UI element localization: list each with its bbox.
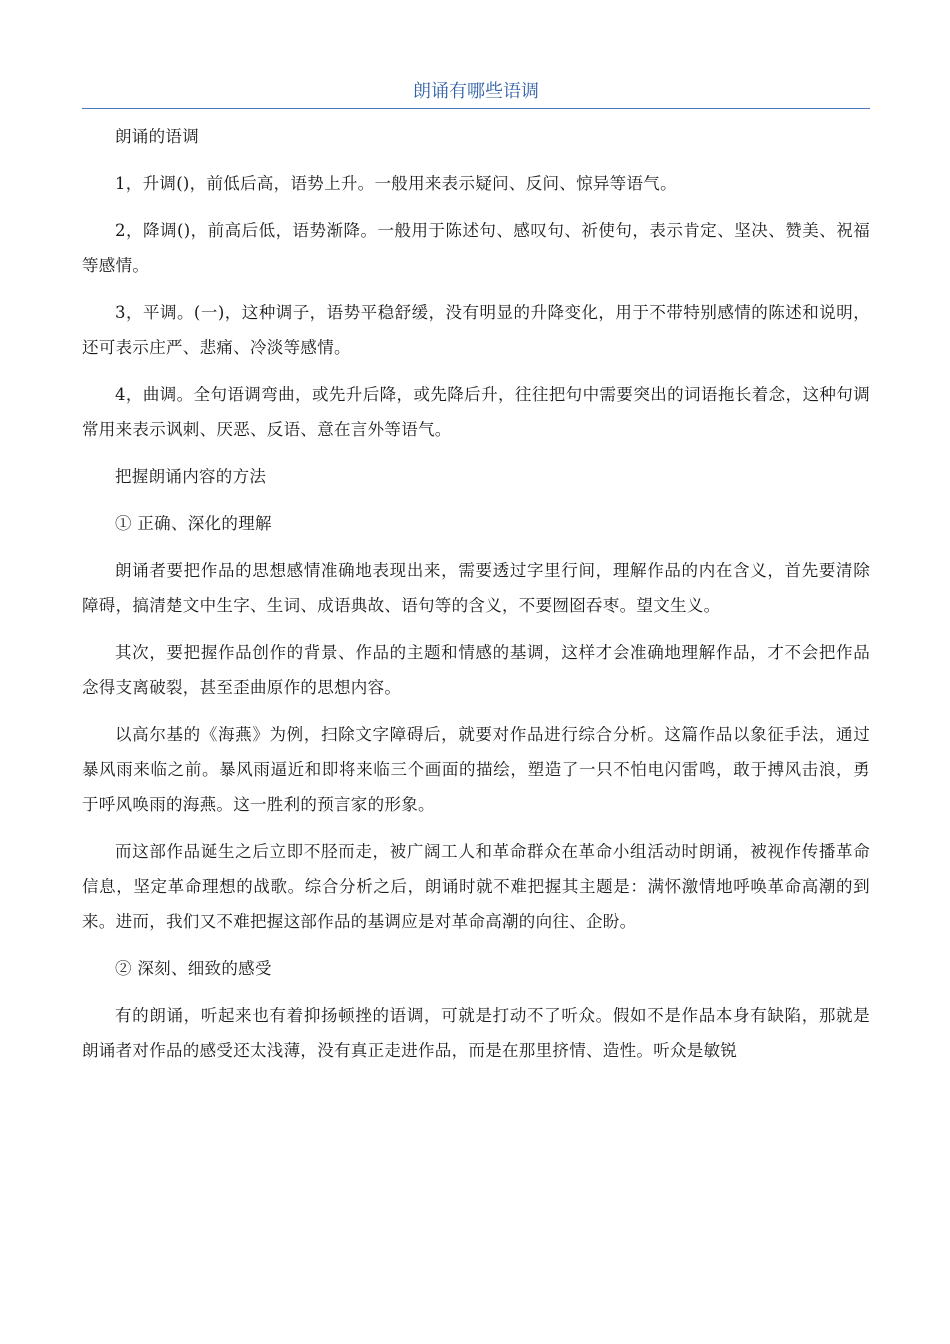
- paragraph-petrel-example: 以高尔基的《海燕》为例，扫除文字障碍后，就要对作品进行综合分析。这篇作品以象征手法，通过暴风雨来临之前。暴风雨逼近和即将来临三个画面的描绘，塑造了一只不怕电闪雷鸣，敢于搏风击浪，勇于呼风唤雨的海燕。这一胜利的预言家的形象。: [82, 725, 870, 814]
- document-title: 朗诵有哪些语调: [413, 81, 539, 102]
- paragraph-feeling-1: 有的朗诵，听起来也有着抑扬顿挫的语调，可就是打动不了听众。假如不是作品本身有缺陷，那就是朗诵者对作品的感受还太浅薄，没有真正走进作品，而是在那里挤情、造性。听众是敏锐: [82, 1006, 870, 1060]
- paragraph-petrel-analysis: 而这部作品诞生之后立即不胫而走，被广阔工人和革命群众在革命小组活动时朗诵，被视作传播革命信息，坚定革命理想的战歌。综合分析之后，朗诵时就不难把握其主题是：满怀激情地呼唤革命高潮的到来。进而，我们又不难把握这部作品的基调应是对革命高潮的向往、企盼。: [82, 842, 870, 931]
- subheading-understanding: ① 正确、深化的理解: [115, 514, 272, 533]
- paragraph-curved-tone: 4，曲调。全句语调弯曲，或先升后降，或先降后升，往往把句中需要突出的词语拖长着念，这种句调常用来表示讽刺、厌恶、反语、意在言外等语气。: [82, 385, 870, 439]
- paragraph-falling-tone: 2，降调()，前高后低，语势渐降。一般用于陈述句、感叹句、祈使句，表示肯定、坚决、赞美、祝福等感情。: [82, 221, 870, 275]
- paragraph-understanding-2: 其次，要把握作品创作的背景、作品的主题和情感的基调，这样才会准确地理解作品，才不会把作品念得支离破裂，甚至歪曲原作的思想内容。: [82, 643, 870, 697]
- paragraph-rising-tone: 1，升调()，前低后高，语势上升。一般用来表示疑问、反问、惊异等语气。: [115, 174, 677, 193]
- paragraph-level-tone: 3，平调。(一)，这种调子，语势平稳舒缓，没有明显的升降变化，用于不带特别感情的陈述和说明，还可表示庄严、悲痛、冷淡等感情。: [82, 303, 870, 357]
- subheading-feeling: ② 深刻、细致的感受: [115, 959, 272, 978]
- document-page: [82, 78, 870, 1080]
- paragraph-understanding-1: 朗诵者要把作品的思想感情准确地表现出来，需要透过字里行间，理解作品的内在含义，首先要清除障碍，搞清楚文中生字、生词、成语典故、语句等的含义，不要囫囵吞枣。望文生义。: [82, 561, 870, 615]
- title-divider: [82, 108, 870, 109]
- section-heading-tones: 朗诵的语调: [115, 127, 199, 146]
- section-heading-methods: 把握朗诵内容的方法: [115, 467, 267, 486]
